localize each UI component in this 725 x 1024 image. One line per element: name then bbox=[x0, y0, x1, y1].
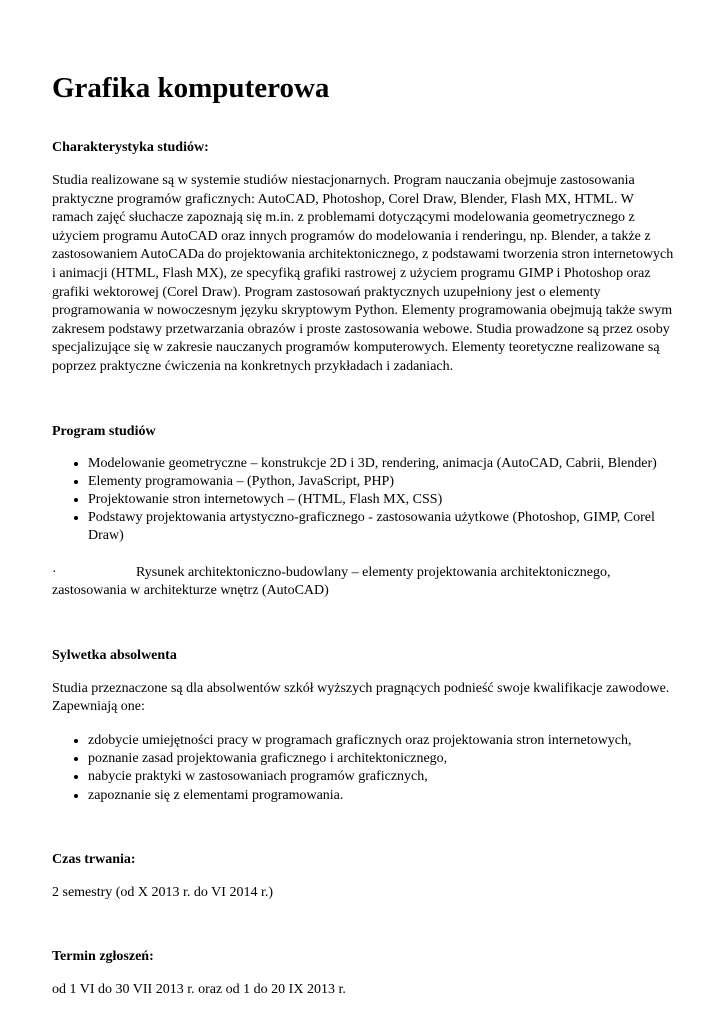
graduate-item: • poznanie zasad projektowania graficznego i architektonicznego, bbox=[88, 750, 677, 768]
registration-text: od 1 VI do 30 VII 2013 r. oraz od 1 do 20 IX 2013 r. bbox=[52, 982, 346, 998]
middle-dot-bullet: · bbox=[52, 564, 57, 580]
registration-heading: Termin zgłoszeń: bbox=[52, 949, 154, 965]
program-heading: Program studiów bbox=[52, 423, 156, 439]
graduate-intro: Studia przeznaczone są dla absolwentów szkół wyższych pragnących podnieść swoje kwalifikacje zawodowe. Zapewniają one: bbox=[52, 680, 670, 715]
graduate-item: • zapoznanie się z elementami programowania. bbox=[88, 787, 677, 805]
duration-heading: Czas trwania: bbox=[52, 851, 136, 867]
program-section bbox=[52, 423, 677, 601]
program-item: • Modelowanie geometryczne – konstrukcje 2D i 3D, rendering, animacja (AutoCAD, Cabrii, Blender) bbox=[88, 455, 677, 473]
graduate-heading: Sylwetka absolwenta bbox=[52, 647, 177, 663]
program-item: • Projektowanie stron internetowych – (HTML, Flash MX, CSS) bbox=[88, 491, 677, 509]
graduate-item: • zdobycie umiejętności pracy w programach graficznych oraz projektowania stron internetowych, bbox=[88, 732, 677, 750]
program-list bbox=[52, 455, 677, 546]
characteristics-text: Studia realizowane są w systemie studiów niestacjonarnych. Program nauczania obejmuje zastosowania praktyczne programów graficznych: AutoCAD, Photoshop, Corel Draw, Blender, Flash MX, HTML. W ramach zajęć słuchacze zapoznają się m.in. z problemami dotyczącymi modelowania geometrycznego z użyciem programu AutoCAD oraz innych programów do modelowania i renderingu, np. Blender, a także z zastosowaniem AutoCADa do projektowania architektonicznego, z podstawami tworzenia stron internetowych i animacji (HTML, Flash MX), ze specyfiką grafiki rastrowej z użyciem programu GIMP i Photoshop oraz grafiki wektorowej (Corel Draw). Program zastosowań praktycznych uzupełniony jest o elementy programowania w nowoczesnym języku skryptowym Python. Elementy programowania obejmują także swym zakresem podstawy przetwarzania obrazów i proste zastosowania webowe. Studia prowadzone są przez osoby specjalizujące się w zakresie nauczanych programów komputerowych. Elementy teoretyczne realizowane są poprzez praktyczne ćwiczenia na konkretnych przykładach i zadaniach. bbox=[52, 173, 674, 374]
graduate-list bbox=[52, 732, 677, 805]
program-extra-item bbox=[52, 564, 677, 601]
page-title: Grafika komputerowa bbox=[52, 72, 330, 104]
graduate-item: • nabycie praktyki w zastosowaniach programów graficznych, bbox=[88, 768, 677, 786]
duration-text: 2 semestry (od X 2013 r. do VI 2014 r.) bbox=[52, 884, 273, 900]
characteristics-section bbox=[52, 139, 677, 377]
graduate-section bbox=[52, 647, 677, 805]
document-page bbox=[52, 70, 677, 1000]
program-extra-text: Rysunek architektoniczno-budowlany – elementy projektowania architektonicznego, zastosowania w architekturze wnętrz (AutoCAD) bbox=[52, 564, 611, 599]
registration-section bbox=[52, 948, 677, 1000]
program-item: • Podstawy projektowania artystyczno-graficznego - zastosowania użytkowe (Photoshop, GIMP, Corel Draw) bbox=[88, 509, 677, 545]
characteristics-heading: Charakterystyka studiów: bbox=[52, 140, 209, 155]
program-item: • Elementy programowania – (Python, JavaScript, PHP) bbox=[88, 473, 677, 491]
duration-section bbox=[52, 851, 677, 903]
